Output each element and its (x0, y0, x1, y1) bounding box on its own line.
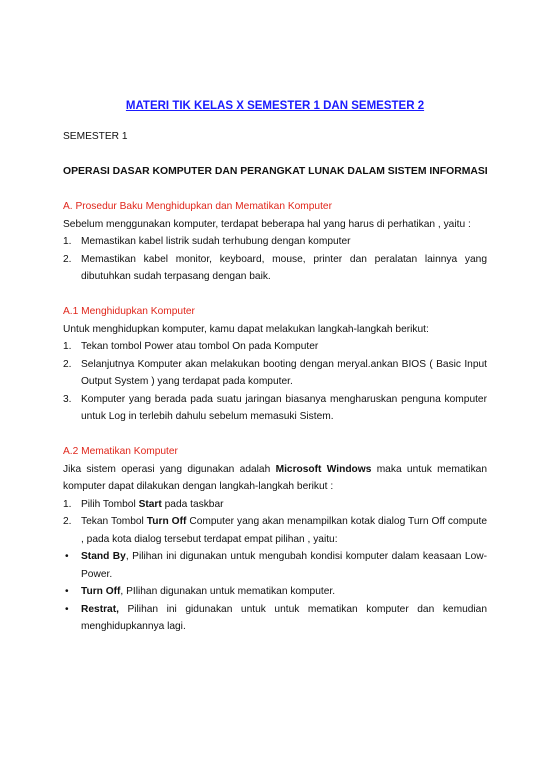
bullet-bold-text: Stand By (81, 551, 126, 562)
list-number: 1. (63, 236, 72, 247)
section-a2 (63, 443, 487, 636)
section-a-intro: Sebelum menggunakan komputer, terdapat beberapa hal yang harus di perhatikan , yaitu : (63, 218, 471, 230)
list-item (63, 496, 487, 514)
list-number: 1. (63, 498, 72, 510)
bullet-item (63, 601, 487, 636)
semester-label: SEMESTER 1 (63, 131, 128, 142)
intro-text: maka untuk mematikan komputer dapat dilakukan dengan langkah-langkah berikut : (63, 463, 487, 492)
section-a (63, 198, 487, 286)
list-number: 2. (63, 253, 72, 265)
list-item (63, 356, 487, 391)
list-bold-text: Start (138, 498, 162, 510)
bullet-text: Pilihan ini gidunakan untuk untuk mematikan komputer dan kemudian menghidupkannya lagi. (81, 603, 487, 632)
list-text: Memastikan kabel listrik sudah terhubung dengan komputer (81, 236, 351, 247)
list-number: 3. (63, 393, 72, 405)
section-a2-heading: A.2 Mematikan Komputer (63, 446, 178, 457)
list-text: Tekan Tombol (81, 516, 147, 527)
list-item (63, 391, 487, 426)
list-number: 2. (63, 358, 72, 370)
bullet-icon: • (65, 551, 69, 562)
intro-bold-text: Microsoft Windows (275, 463, 372, 475)
section-a1 (63, 303, 487, 426)
list-text: Memastikan kabel monitor, keyboard, mouse, printer dan peralatan lainnya yang dibutuhkan sudah terpasang dengan baik. (81, 253, 487, 282)
main-heading: OPERASI DASAR KOMPUTER DAN PERANGKAT LUNAK DALAM SISTEM INFORMASI (63, 166, 488, 177)
list-item (63, 251, 487, 286)
document-title: MATERI TIK KELAS X SEMESTER 1 DAN SEMESTER 2 (125, 100, 425, 112)
bullet-bold-text: Turn Off (81, 586, 121, 597)
section-a-heading: A. Prosedur Baku Menghidupkan dan Mematikan Komputer (63, 201, 332, 212)
list-text: Selanjutnya Komputer akan melakukan booting dengan meryal.ankan BIOS ( Basic Input Output System ) yang terdapat pada komputer. (81, 358, 487, 387)
list-item (63, 338, 487, 356)
bullet-item (63, 583, 487, 601)
list-text: Computer yang akan menampilkan kotak dialog Turn Off compute , pada kota dialog tersebut terdapat empat pilihan , yaitu: (81, 516, 488, 545)
list-text: Tekan tombol Power atau tombol On pada Komputer (81, 341, 319, 352)
list-text: Komputer yang berada pada suatu jaringan biasanya mengharuskan penguna komputer untuk Log in terlebih dahulu sebelum memasuki Sistem. (81, 393, 487, 422)
section-a1-intro: Untuk menghidupkan komputer, kamu dapat melakukan langkah-langkah berikut: (63, 323, 429, 335)
bullet-icon: • (65, 586, 69, 597)
bullet-icon: • (65, 603, 69, 615)
bullet-text: , Pilihan ini digunakan untuk mengubah kondisi komputer dalam keasaan Low-Power. (81, 551, 487, 580)
list-text: Pilih Tombol (81, 498, 139, 510)
list-text: pada taskbar (161, 498, 224, 510)
list-item (63, 233, 487, 251)
bullet-text: , PIlihan digunakan untuk mematikan komputer. (120, 586, 336, 597)
intro-text: Jika sistem operasi yang digunakan adalah (63, 463, 276, 475)
list-item (63, 513, 487, 548)
bullet-bold-text: Restrat, (81, 603, 119, 615)
section-a1-heading: A.1 Menghidupkan Komputer (63, 306, 195, 317)
bullet-item (63, 548, 487, 583)
list-bold-text: Turn Off (146, 516, 187, 527)
list-number: 2. (63, 516, 72, 527)
section-a2-intro (63, 461, 487, 496)
list-number: 1. (63, 341, 72, 352)
